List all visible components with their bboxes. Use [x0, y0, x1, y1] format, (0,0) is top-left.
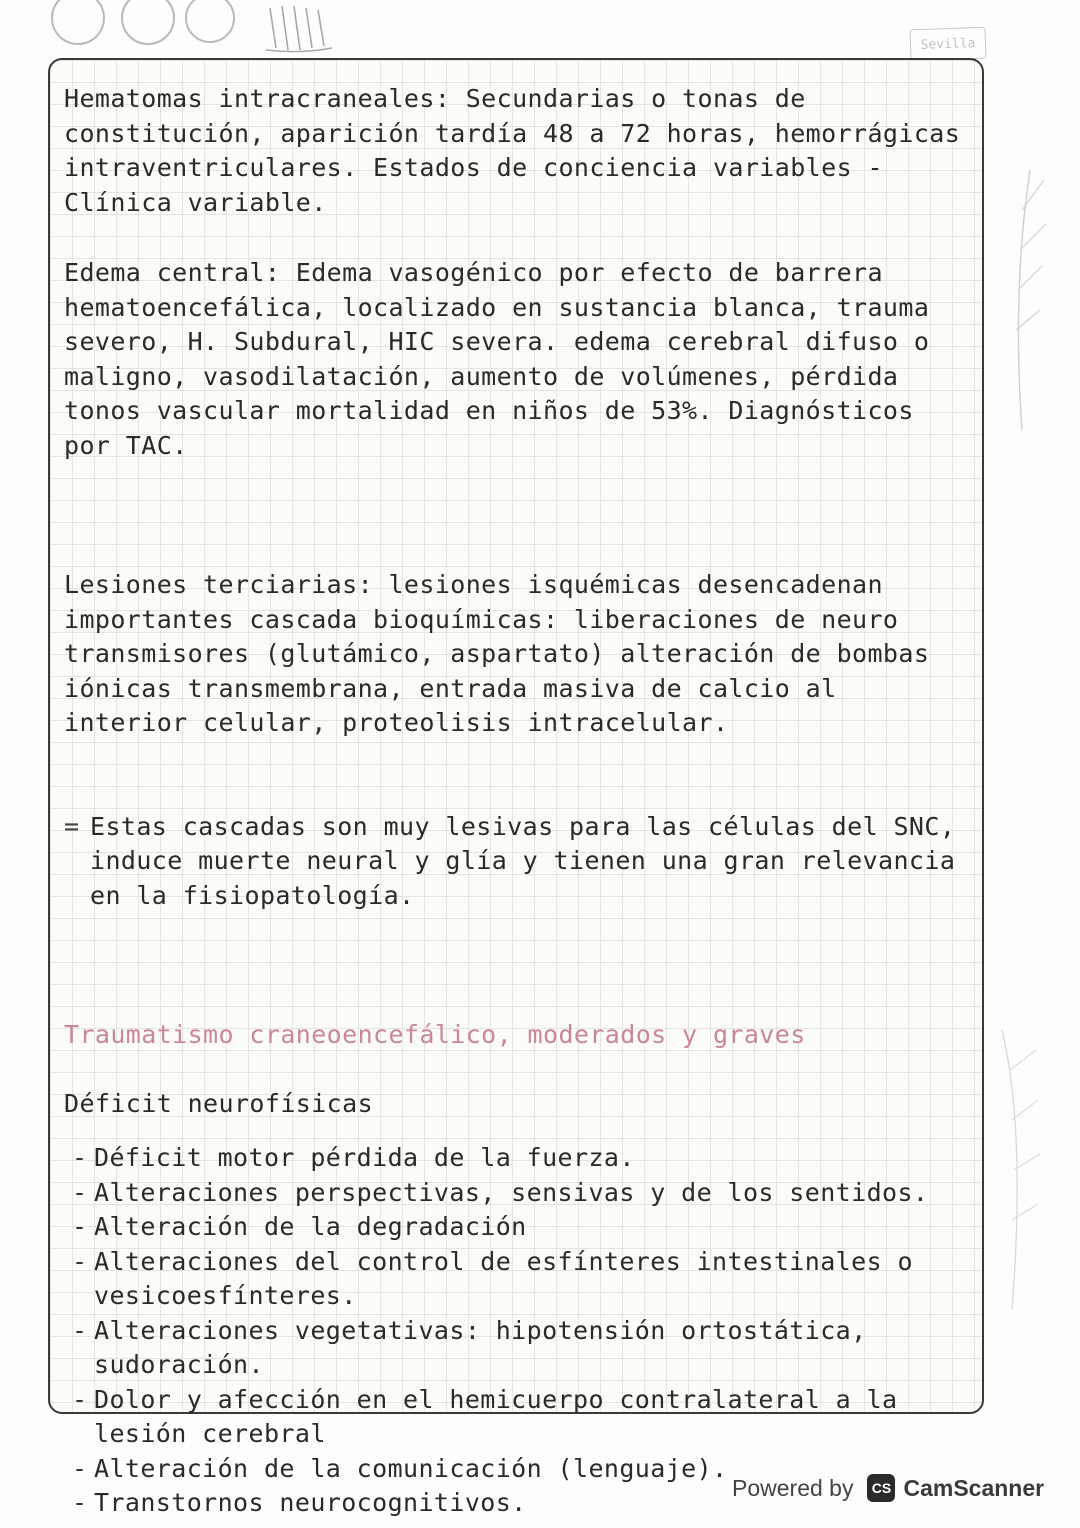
- list-item: - Alteraciones perspectivas, sensivas y de los sentidos.: [64, 1176, 974, 1211]
- trauma-title: Traumatismo craneoencefálico, moderados y graves: [64, 1020, 806, 1049]
- scanner-footer: [732, 1468, 1044, 1508]
- paragraph-edema: Edema central: Edema vasogénico por efecto de barrera hematoencefálica, localizado en sustancia blanca, trauma severo, H. Subdural, HIC severa. edema cerebral difuso o maligno, vasodilatación, aumento de volúmenes, pérdida tonos vascular mortalidad en niños de 53%. Diagnósticos por TAC.: [64, 258, 945, 460]
- list-item: - Alteraciones vegetativas: hipotensión ortostática, sudoración.: [64, 1314, 974, 1383]
- paragraph-lesiones-bullet: = Estas cascadas son muy lesivas para las células del SNC, induce muerte neural y glía y tienen una gran relevancia en la fisiopatología.: [64, 810, 974, 914]
- camscanner-brand: CamScanner: [903, 1474, 1045, 1501]
- paragraph-hematomas: Hematomas intracraneales: Secundarias o tonas de constitución, aparición tardía 48 a 72 horas, hemorrágicas intraventriculares. Estados de conciencia variables - Clínica variable.: [64, 84, 976, 217]
- list-item: - Alteraciones del control de esfínteres intestinales o vesicoesfínteres.: [64, 1245, 974, 1314]
- list-item: - Alteración de la degradación: [64, 1210, 974, 1245]
- list-item: - Transtornos neurocognitivos.: [64, 1486, 974, 1521]
- camscanner-badge: [867, 1474, 1044, 1502]
- leaf-doodle-icon: [982, 170, 1052, 1330]
- deficit-list: [64, 1141, 974, 1521]
- paragraph-lesiones: [64, 499, 974, 982]
- header-doodle-icon: [40, 4, 370, 56]
- camscanner-logo-icon: CS: [867, 1474, 895, 1502]
- list-item: - Alteración de la comunicación (lenguaje).: [64, 1452, 974, 1487]
- deficit-title: Déficit neurofísicas: [64, 1088, 374, 1118]
- corner-stamp: Sevilla: [909, 27, 986, 62]
- paragraph-lesiones-text: Lesiones terciarias: lesiones isquémicas desencadenan importantes cascada bioquímicas: liberaciones de neuro transmisores (glutámico, aspartato) alteración de bombas iónicas transmembrana, entrada masiva de calcio al interior celular, proteolisis intracelular.: [64, 570, 945, 737]
- notes-content: [64, 82, 974, 1521]
- powered-by-label: Powered by: [732, 1474, 854, 1501]
- list-item: - Déficit motor pérdida de la fuerza.: [64, 1141, 974, 1176]
- list-item: - Dolor y afección en el hemicuerpo contralateral a la lesión cerebral: [64, 1383, 974, 1452]
